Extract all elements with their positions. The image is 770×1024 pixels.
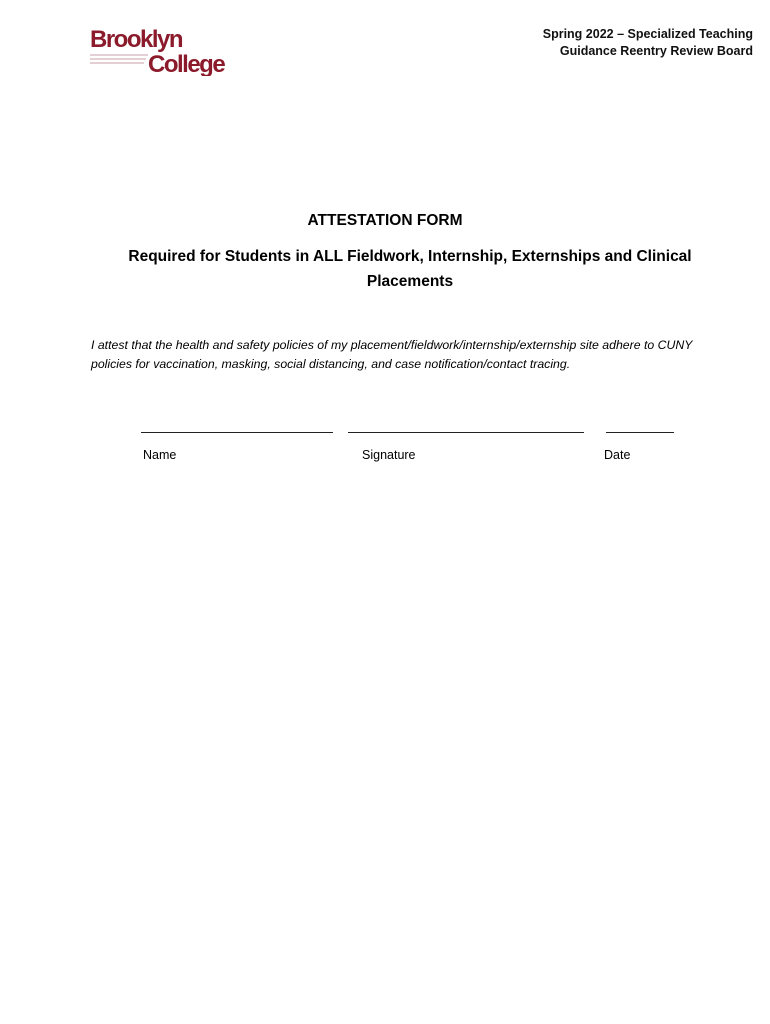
signature-line[interactable] [348,432,584,433]
logo-text-line1: Brooklyn [90,26,183,53]
header-term: Spring 2022 – Specialized Teaching [542,27,753,41]
name-line[interactable] [141,432,333,433]
brooklyn-college-logo [90,26,225,76]
form-title: ATTESTATION FORM [307,212,463,229]
header-board: Guidance Reentry Review Board [559,44,753,58]
date-label: Date [604,448,631,462]
name-label: Name [143,448,177,462]
signature-label: Signature [362,448,416,462]
form-subtitle: Required for Students in ALL Fieldwork, Internship, Externships and Clinical Placements [128,248,692,290]
date-line[interactable] [606,432,674,433]
logo-text-line2: College [148,51,225,76]
attestation-statement: I attest that the health and safety policies of my placement/fieldwork/internship/externship site adhere to CUNY policies for vaccination, masking, social distancing, and case notification/contact tracing. [91,338,693,371]
document-header [543,26,753,60]
